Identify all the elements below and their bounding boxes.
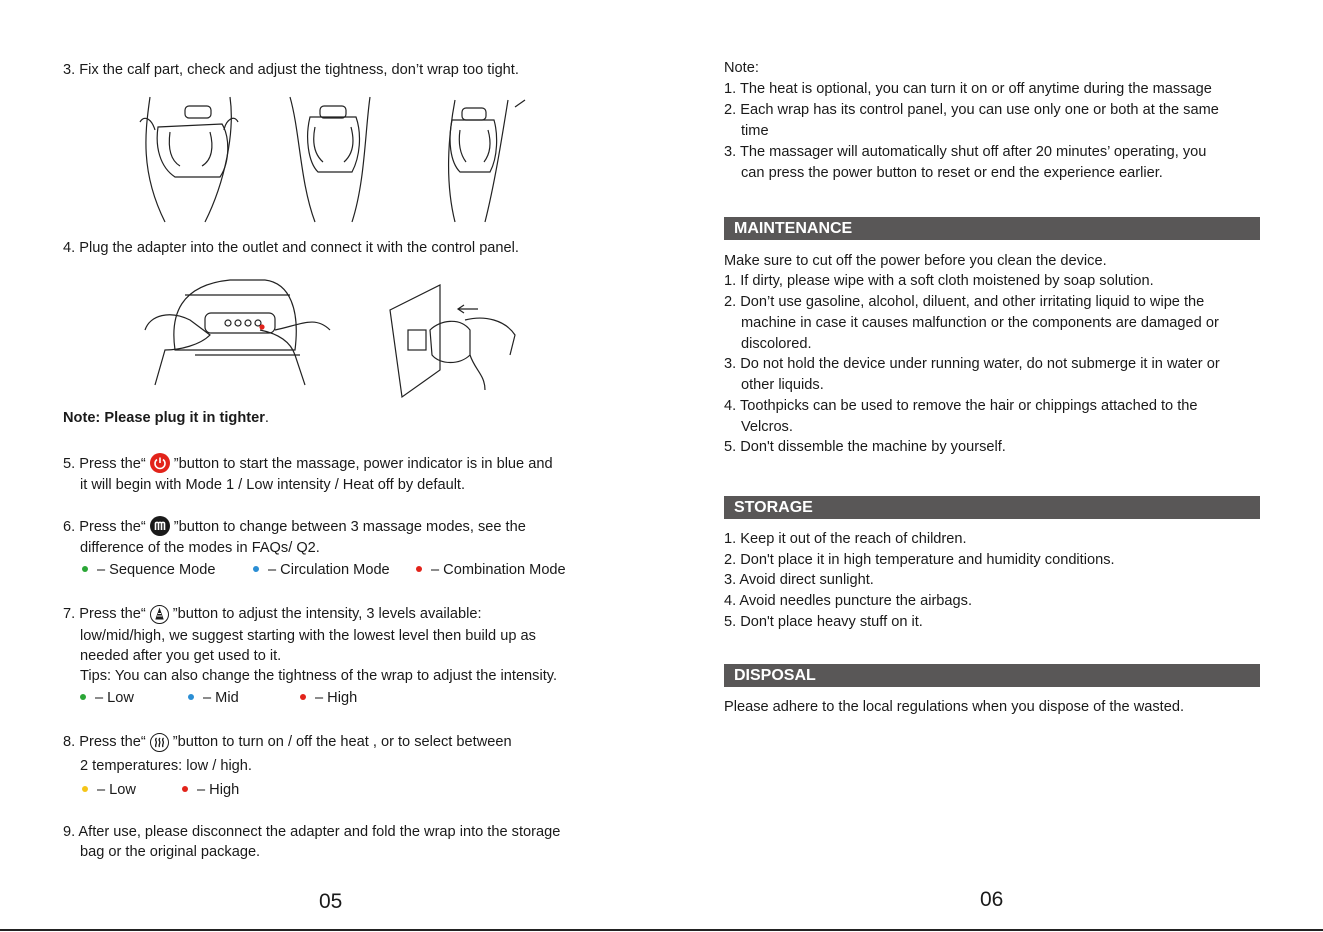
page-number: 05 <box>319 890 343 913</box>
legend-sequence-mode <box>82 560 215 580</box>
legend-combination-mode <box>416 560 566 580</box>
storage-item-4: 4. Avoid needles puncture the airbags. <box>724 593 973 609</box>
legend-label: – Low <box>95 690 134 706</box>
legend-label: – High <box>315 690 358 706</box>
note-bold-text: Note: Please plug it in tighter <box>63 410 265 426</box>
note-item-3-cont: can press the power button to reset or end the experience earlier. <box>741 165 1163 181</box>
legend-label: – Sequence Mode <box>97 562 216 578</box>
step-6-line-1 <box>63 516 526 537</box>
step-8-line-1 <box>63 732 512 752</box>
storage-item-5: 5. Don't place heavy stuff on it. <box>724 614 923 630</box>
page-06 <box>661 0 1323 932</box>
note-plug-tighter <box>63 408 269 428</box>
step-7-line-3: needed after you get used to it. <box>80 648 282 664</box>
maintenance-item-2: 2. Don’t use gasoline, alcohol, diluent, and other irritating liquid to wipe the <box>724 294 1205 310</box>
step-5-line-2: it will begin with Mode 1 / Low intensity / Heat off by default. <box>80 477 466 493</box>
step-8-post: ”button to turn on / off the heat , or to select between <box>172 734 512 750</box>
step-8-line-2: 2 temperatures: low / high. <box>80 758 252 774</box>
storage-item-2: 2. Don't place it in high temperature and humidity conditions. <box>724 552 1115 568</box>
step-5-line-1 <box>63 453 553 474</box>
knee-figure-3 <box>449 100 525 222</box>
step-9-line-2: bag or the original package. <box>80 844 261 860</box>
disposal-text: Please adhere to the local regulations when you dispose of the wasted. <box>724 699 1185 715</box>
maintenance-item-2-cont: machine in case it causes malfunction or the components are damaged or <box>741 315 1219 331</box>
legend-circulation-mode <box>253 560 390 580</box>
legend-intensity-low <box>80 688 134 708</box>
knee-figure-2 <box>290 97 370 222</box>
green-dot <box>80 694 86 700</box>
note-period: . <box>264 410 269 426</box>
blue-dot <box>188 694 194 700</box>
note-title: Note: <box>724 60 759 76</box>
step-6-post: ”button to change between 3 massage modes, see the <box>173 519 526 535</box>
maintenance-item-2-cont2: discolored. <box>741 336 812 352</box>
adapter-illustration <box>140 275 530 400</box>
legend-intensity-mid <box>188 688 239 708</box>
maintenance-item-4: 4. Toothpicks can be used to remove the hair or chippings attached to the <box>724 398 1198 414</box>
note-item-1: 1. The heat is optional, you can turn it on or off anytime during the massage <box>724 81 1212 97</box>
step-6-pre: 6. Press the“ <box>63 519 146 535</box>
intensity-icon <box>150 605 169 624</box>
red-dot <box>182 786 188 792</box>
maintenance-header: MAINTENANCE <box>724 217 1260 240</box>
step-4-text: 4. Plug the adapter into the outlet and connect it with the control panel. <box>63 240 519 256</box>
legend-label: – Mid <box>203 690 239 706</box>
storage-header: STORAGE <box>724 496 1260 519</box>
step-7-tips: Tips: You can also change the tightness of the wrap to adjust the intensity. <box>80 668 558 684</box>
red-dot <box>300 694 306 700</box>
knee-figure-1 <box>140 97 238 222</box>
step-7-line-2: low/mid/high, we suggest starting with the lowest level then build up as <box>80 628 536 644</box>
disposal-header: DISPOSAL <box>724 664 1260 687</box>
legend-label: – Circulation Mode <box>268 562 390 578</box>
legend-label: – High <box>197 782 240 798</box>
step-5-pre: 5. Press the“ <box>63 456 146 472</box>
step-7-post: ”button to adjust the intensity, 3 levels available: <box>172 606 482 622</box>
red-dot <box>416 566 422 572</box>
step-7-pre: 7. Press the“ <box>63 606 146 622</box>
maintenance-item-5: 5. Don't dissemble the machine by yourself. <box>724 439 1006 455</box>
page-number: 06 <box>980 888 1004 911</box>
mode-m-icon <box>150 516 170 536</box>
step-8-pre: 8. Press the“ <box>63 734 146 750</box>
legend-intensity-high <box>300 688 357 708</box>
step-9-line-1: 9. After use, please disconnect the adapter and fold the wrap into the storage <box>63 824 561 840</box>
outlet-figure <box>390 285 515 397</box>
legend-label: – Low <box>97 782 136 798</box>
maintenance-item-1: 1. If dirty, please wipe with a soft cloth moistened by soap solution. <box>724 273 1154 289</box>
step-6-line-2: difference of the modes in FAQs/ Q2. <box>80 540 320 556</box>
maintenance-item-4-cont: Velcros. <box>741 419 793 435</box>
maintenance-item-3-cont: other liquids. <box>741 377 824 393</box>
green-dot <box>82 566 88 572</box>
yellow-dot <box>82 786 88 792</box>
maintenance-item-3: 3. Do not hold the device under running water, do not submerge it in water or <box>724 356 1220 372</box>
storage-item-3: 3. Avoid direct sunlight. <box>724 572 874 588</box>
blue-dot <box>253 566 259 572</box>
page-05 <box>0 0 661 932</box>
note-item-2: 2. Each wrap has its control panel, you can use only one or both at the same <box>724 102 1219 118</box>
legend-label: – Combination Mode <box>431 562 566 578</box>
control-panel-figure <box>145 280 330 385</box>
note-item-2-cont: time <box>741 123 769 139</box>
step-3-text: 3. Fix the calf part, check and adjust the tightness, don’t wrap too tight. <box>63 62 519 78</box>
power-icon <box>150 453 170 473</box>
legend-heat-high <box>182 780 239 800</box>
bottom-border <box>0 929 1323 931</box>
storage-item-1: 1. Keep it out of the reach of children. <box>724 531 967 547</box>
note-item-3: 3. The massager will automatically shut off after 20 minutes’ operating, you <box>724 144 1207 160</box>
legend-heat-low <box>82 780 136 800</box>
heat-icon <box>150 733 169 752</box>
knee-wrap-illustration <box>130 92 540 224</box>
step-7-line-1 <box>63 604 482 624</box>
step-5-post: ”button to start the massage, power indicator is in blue and <box>173 456 553 472</box>
maintenance-intro: Make sure to cut off the power before you clean the device. <box>724 253 1107 269</box>
